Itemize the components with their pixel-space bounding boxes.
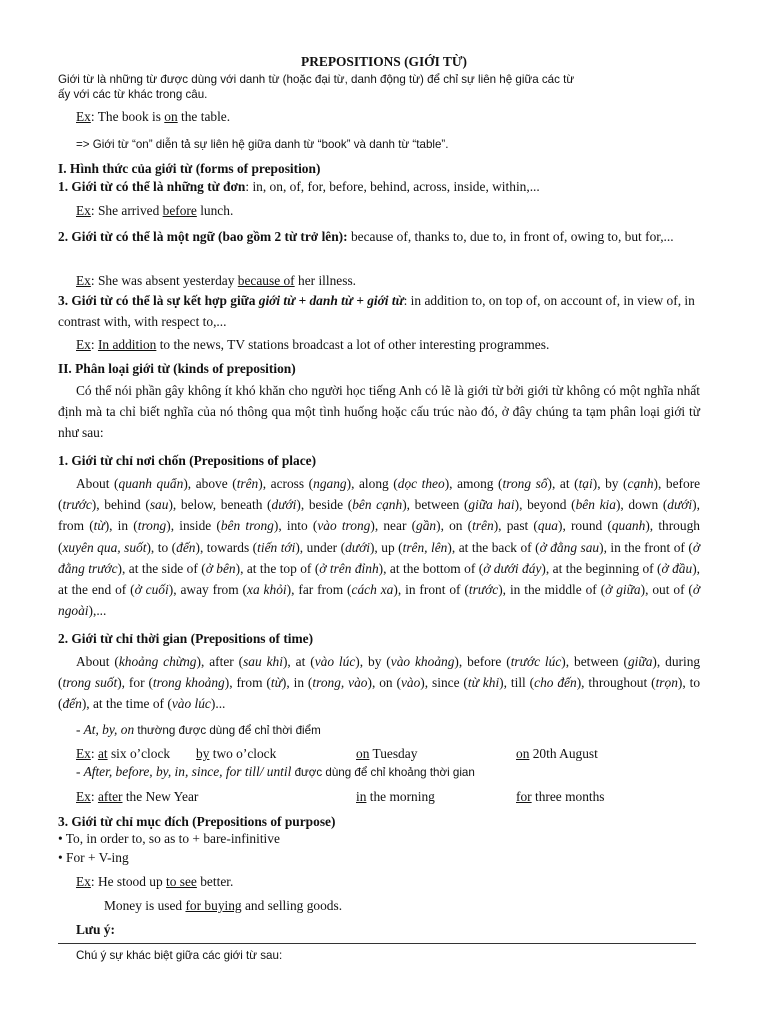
forms-phrase: 2. Giới từ có thể là một ngữ (bao gồm 2 từ trở lên): because of, thanks to, due to, in front of, owing to, but for,... <box>58 229 674 244</box>
preposition-term: along <box>358 476 389 491</box>
vietnamese-meaning: từ khi <box>467 675 500 691</box>
time-note-2: - After, before, by, in, since, for till/ until được dùng để chỉ khoảng thời gian <box>76 764 475 779</box>
vietnamese-meaning: vào lúc <box>171 696 211 712</box>
vietnamese-meaning: trên <box>236 476 259 491</box>
vietnamese-meaning: trên <box>472 518 494 534</box>
vietnamese-meaning: từ <box>270 675 282 691</box>
vietnamese-meaning: trong suốt <box>62 675 118 691</box>
vietnamese-meaning: trước <box>62 497 92 513</box>
preposition-term: at <box>559 476 570 491</box>
preposition-term: away from <box>180 582 239 598</box>
forms-single-word: 1. Giới từ có thể là những từ đơn: in, on, of, for, before, behind, across, inside, within,... <box>58 179 540 194</box>
vietnamese-meaning: ở cuối <box>134 582 169 598</box>
example-2: Ex: She arrived before lunch. <box>76 203 234 218</box>
place-list: About (quanh quẩn), above (trên), across (ngang), along (dọc theo), among (trong số), at (tại), by (cạnh), before (trước), behind (sau), below, beneath (dưới), beside (bên cạnh), between (giữa hai), beyond (bên kia), down (dưới), from (từ), in (trong), inside (bên trong), into (vào trong), near (gần), on (trên), past (qua), round (quanh), through (xuyên qua, suốt), to (đến), towards (tiến tới), under (dưới), up (trên, lên), at the back of (ở đằng sau), in the front of (ở đằng trước), at the side of (ở bên), at the top of (ở trên đỉnh), at the bottom of (ở dưới đáy), at the beginning of (ở đầu), at the end of (ở cuối), away from (xa khỏi), far from (cách xa), in front of (trước), in the middle of (ở giữa), out of (ở ngoài),... <box>58 476 701 619</box>
vietnamese-meaning: tại <box>578 476 593 491</box>
note-line: Chú ý sự khác biệt giữa các giới từ sau: <box>76 949 283 962</box>
vietnamese-meaning: ở ngoài <box>58 582 701 619</box>
vietnamese-meaning: ngang <box>313 476 347 491</box>
preposition-term: round <box>570 518 603 534</box>
vietnamese-meaning: đến <box>176 539 196 555</box>
vietnamese-meaning: qua <box>537 518 558 534</box>
divider-line <box>58 943 696 944</box>
vietnamese-meaning: từ <box>93 518 105 534</box>
vietnamese-meaning: dưới <box>271 497 297 513</box>
preposition-term: up <box>381 539 395 555</box>
preposition-term: at the side of <box>128 560 198 576</box>
ex-label: Ex <box>76 109 91 124</box>
vietnamese-meaning: khoảng chừng <box>118 654 197 669</box>
vietnamese-meaning: dưới <box>667 497 693 513</box>
preposition-term: in <box>117 518 129 534</box>
preposition-term: at the end of <box>58 582 127 598</box>
vietnamese-meaning: quanh quẩn <box>118 476 184 491</box>
section-2-heading: II. Phân loại giới từ (kinds of preposition) <box>58 361 296 376</box>
preposition-term: in the middle of <box>509 582 597 598</box>
preposition-term: at the bottom of <box>389 560 476 576</box>
vietnamese-meaning: trên, lên <box>402 539 448 555</box>
vietnamese-meaning: ở đầu <box>661 560 693 576</box>
intro-line-2: ấy với các từ khác trong câu. <box>58 88 208 102</box>
vietnamese-meaning: cạnh <box>627 476 654 491</box>
underlined-preposition: on <box>164 109 178 124</box>
intro-line-1: Giới từ là những từ được dùng với danh từ (hoặc đại từ, danh động từ) để chỉ sự liên hệ giữa các từ <box>58 73 575 86</box>
preposition-term: during <box>665 654 701 669</box>
preposition-term: by <box>368 654 382 669</box>
preposition-term: at the time of <box>92 696 165 712</box>
preposition-term: in <box>293 675 305 691</box>
vietnamese-meaning: trong, vào <box>312 675 368 691</box>
preposition-term: out of <box>652 582 685 598</box>
vietnamese-meaning: bên trong <box>220 518 274 534</box>
preposition-term: between <box>414 497 460 513</box>
vietnamese-meaning: trọn <box>655 675 678 691</box>
section-2-intro: Có thể nói phần gây không ít khó khăn cho người học tiếng Anh có lẽ là giới từ bởi giới từ không có một nghĩa nhất định mà ta chỉ biết nghĩa của nó thông qua một tình huống hoặc cấu trúc nào đó, ở đây chúng ta tạm phân loại giới từ như sau: <box>58 383 700 441</box>
purpose-bullet-1: • To, in order to, so as to + bare-infinitive <box>58 831 280 846</box>
preposition-term: beyond <box>527 497 567 513</box>
preposition-term: across <box>270 476 305 491</box>
time-heading: 2. Giới từ chỉ thời gian (Prepositions of time) <box>58 631 314 646</box>
vietnamese-meaning: trước lúc <box>510 654 562 669</box>
time-example-1: Ex: at six o’clock by two o’clock on Tuesday on 20th August <box>76 746 598 761</box>
preposition-term: throughout <box>588 675 648 691</box>
preposition-term: inside <box>179 518 212 534</box>
vietnamese-meaning: vào trong <box>317 518 371 534</box>
time-items: About (khoảng chừng), after (sau khi), at (vào lúc), by (vào khoảng), before (trước lúc), between (giữa), during (trong suốt), for (trong khoảng), from (từ), in (trong, vào), on (vào), since (từ khi), till (cho đến), throughout (trọn), to (đến), at the time of (vào lúc) <box>58 654 701 712</box>
preposition-term: beside <box>308 497 344 513</box>
time-list: About (khoảng chừng), after (sau khi), at (vào lúc), by (vào khoảng), before (trước lúc), between (giữa), during (trong suốt), for (trong khoảng), from (từ), in (trong, vào), on (vào), since (từ khi), till (cho đến), throughout (trọn), to (đến), at the time of (vào lúc)... <box>58 654 701 712</box>
preposition-term: About <box>76 476 110 491</box>
preposition-term: to <box>157 539 169 555</box>
vietnamese-meaning: tiến tới <box>257 539 296 555</box>
vietnamese-meaning: vào <box>400 675 421 691</box>
preposition-term: to <box>689 675 701 691</box>
example-4: Ex: In addition to the news, TV stations broadcast a lot of other interesting programmes. <box>76 337 550 352</box>
section-1-heading: I. Hình thức của giới từ (forms of preposition) <box>58 161 321 176</box>
vietnamese-meaning: giữa <box>627 654 653 669</box>
preposition-term: before <box>467 654 502 669</box>
vietnamese-meaning: quanh <box>611 518 646 534</box>
example-3: Ex: She was absent yesterday because of her illness. <box>76 273 357 288</box>
vietnamese-meaning: ở đằng sau <box>539 539 600 555</box>
preposition-term: down <box>628 497 659 513</box>
preposition-term: past <box>506 518 529 534</box>
example-1-note: => Giới từ “on” diễn tả sự liên hệ giữa danh từ “book” và danh từ “table”. <box>76 138 449 151</box>
vietnamese-meaning: sau <box>149 497 169 513</box>
preposition-term: under <box>306 539 338 555</box>
vietnamese-meaning: trong số <box>502 476 548 491</box>
vietnamese-meaning: sau khi <box>243 654 283 669</box>
vietnamese-meaning: ở trên đỉnh <box>319 560 379 576</box>
vietnamese-meaning: vào khoảng <box>390 654 455 669</box>
forms-combination: 3. Giới từ có thể là sự kết hợp giữa giới từ + danh từ + giới từ: in addition to, on top of, on account of, in view of, in contrast with, with respect to,... <box>58 293 695 329</box>
vietnamese-meaning: dọc theo <box>397 476 445 491</box>
preposition-term: at the back of <box>458 539 532 555</box>
vietnamese-meaning: trước <box>468 582 499 598</box>
preposition-term: behind <box>104 497 141 513</box>
vietnamese-meaning: đến <box>62 696 82 712</box>
example-1: Ex: The book is on the table. <box>76 109 231 124</box>
preposition-term: on <box>449 518 463 534</box>
purpose-bullet-2: • For + V-ing <box>58 850 129 865</box>
preposition-term: in front of <box>405 582 461 598</box>
vietnamese-meaning: gần <box>416 518 437 534</box>
preposition-term: on <box>379 675 393 691</box>
vietnamese-meaning: xuyên qua, suốt <box>62 539 147 555</box>
vietnamese-meaning: bên cạnh <box>352 497 403 513</box>
preposition-term: before <box>665 476 701 491</box>
preposition-term: till <box>510 675 526 691</box>
vietnamese-meaning: xa khỏi <box>247 582 287 598</box>
preposition-term: at <box>295 654 306 669</box>
preposition-term: at the top of <box>246 560 312 576</box>
preposition-term: by <box>605 476 619 491</box>
preposition-term: from <box>236 675 263 691</box>
time-example-2: Ex: after the New Year in the morning for three months <box>76 789 605 804</box>
intro-paragraph <box>58 72 700 102</box>
preposition-term: About <box>76 654 110 669</box>
place-items: About (quanh quẩn), above (trên), across (ngang), along (dọc theo), among (trong số), at (tại), by (cạnh), before (trước), behind (sau), below, beneath (dưới), beside (bên cạnh), between (giữa hai), beyond (bên kia), down (dưới), from (từ), in (trong), inside (bên trong), into (vào trong), near (gần), on (trên), past (qua), round (quanh), through (xuyên qua, suốt), to (đến), towards (tiến tới), under (dưới), up (trên, lên), at the back of (ở đằng sau), in the front of (ở đằng trước), at the side of (ở bên), at the top of (ở trên đỉnh), at the bottom of (ở dưới đáy), at the beginning of (ở đầu), at the end of (ở cuối), away from (xa khỏi), far from (cách xa), in front of (trước), in the middle of (ở giữa), out of (ở ngoài) <box>58 476 701 619</box>
vietnamese-meaning: trong <box>137 518 167 534</box>
preposition-term: above <box>195 476 228 491</box>
vietnamese-meaning: ở đằng trước <box>58 539 700 576</box>
vietnamese-meaning: cho đến <box>534 675 577 691</box>
preposition-term: among <box>457 476 494 491</box>
preposition-term: into <box>286 518 308 534</box>
time-note-1: - At, by, on thường được dùng để chỉ thời điểm <box>76 722 321 737</box>
purpose-example-2: Money is used for buying and selling goods. <box>104 898 343 913</box>
vietnamese-meaning: trong khoảng <box>152 675 225 691</box>
vietnamese-meaning: ở dưới đáy <box>483 560 542 576</box>
preposition-term: at the beginning of <box>552 560 654 576</box>
vietnamese-meaning: bên kia <box>575 497 616 513</box>
preposition-term: between <box>574 654 619 669</box>
vietnamese-meaning: cách xa <box>351 582 394 598</box>
preposition-term: far from <box>298 582 344 598</box>
vietnamese-meaning: ở bên <box>205 560 236 576</box>
page-title: PREPOSITIONS (GIỚI TỪ) <box>301 54 467 69</box>
preposition-term: in the front of <box>610 539 685 555</box>
preposition-term: since <box>432 675 460 691</box>
preposition-term: near <box>383 518 407 534</box>
place-heading: 1. Giới từ chỉ nơi chốn (Prepositions of place) <box>58 453 317 468</box>
purpose-example-1: Ex: He stood up to see better. <box>76 874 234 889</box>
preposition-term: after <box>209 654 234 669</box>
preposition-term: below, beneath <box>180 497 263 513</box>
preposition-term: from <box>58 518 85 534</box>
note-label: Lưu ý: <box>76 922 115 937</box>
vietnamese-meaning: vào lúc <box>314 654 356 669</box>
vietnamese-meaning: ở giữa <box>605 582 641 598</box>
preposition-term: for <box>128 675 145 691</box>
preposition-term: through <box>658 518 700 534</box>
vietnamese-meaning: giữa hai <box>468 497 515 513</box>
purpose-heading: 3. Giới từ chỉ mục đích (Prepositions of purpose) <box>58 814 336 829</box>
preposition-term: towards <box>206 539 250 555</box>
vietnamese-meaning: dưới <box>345 539 370 555</box>
